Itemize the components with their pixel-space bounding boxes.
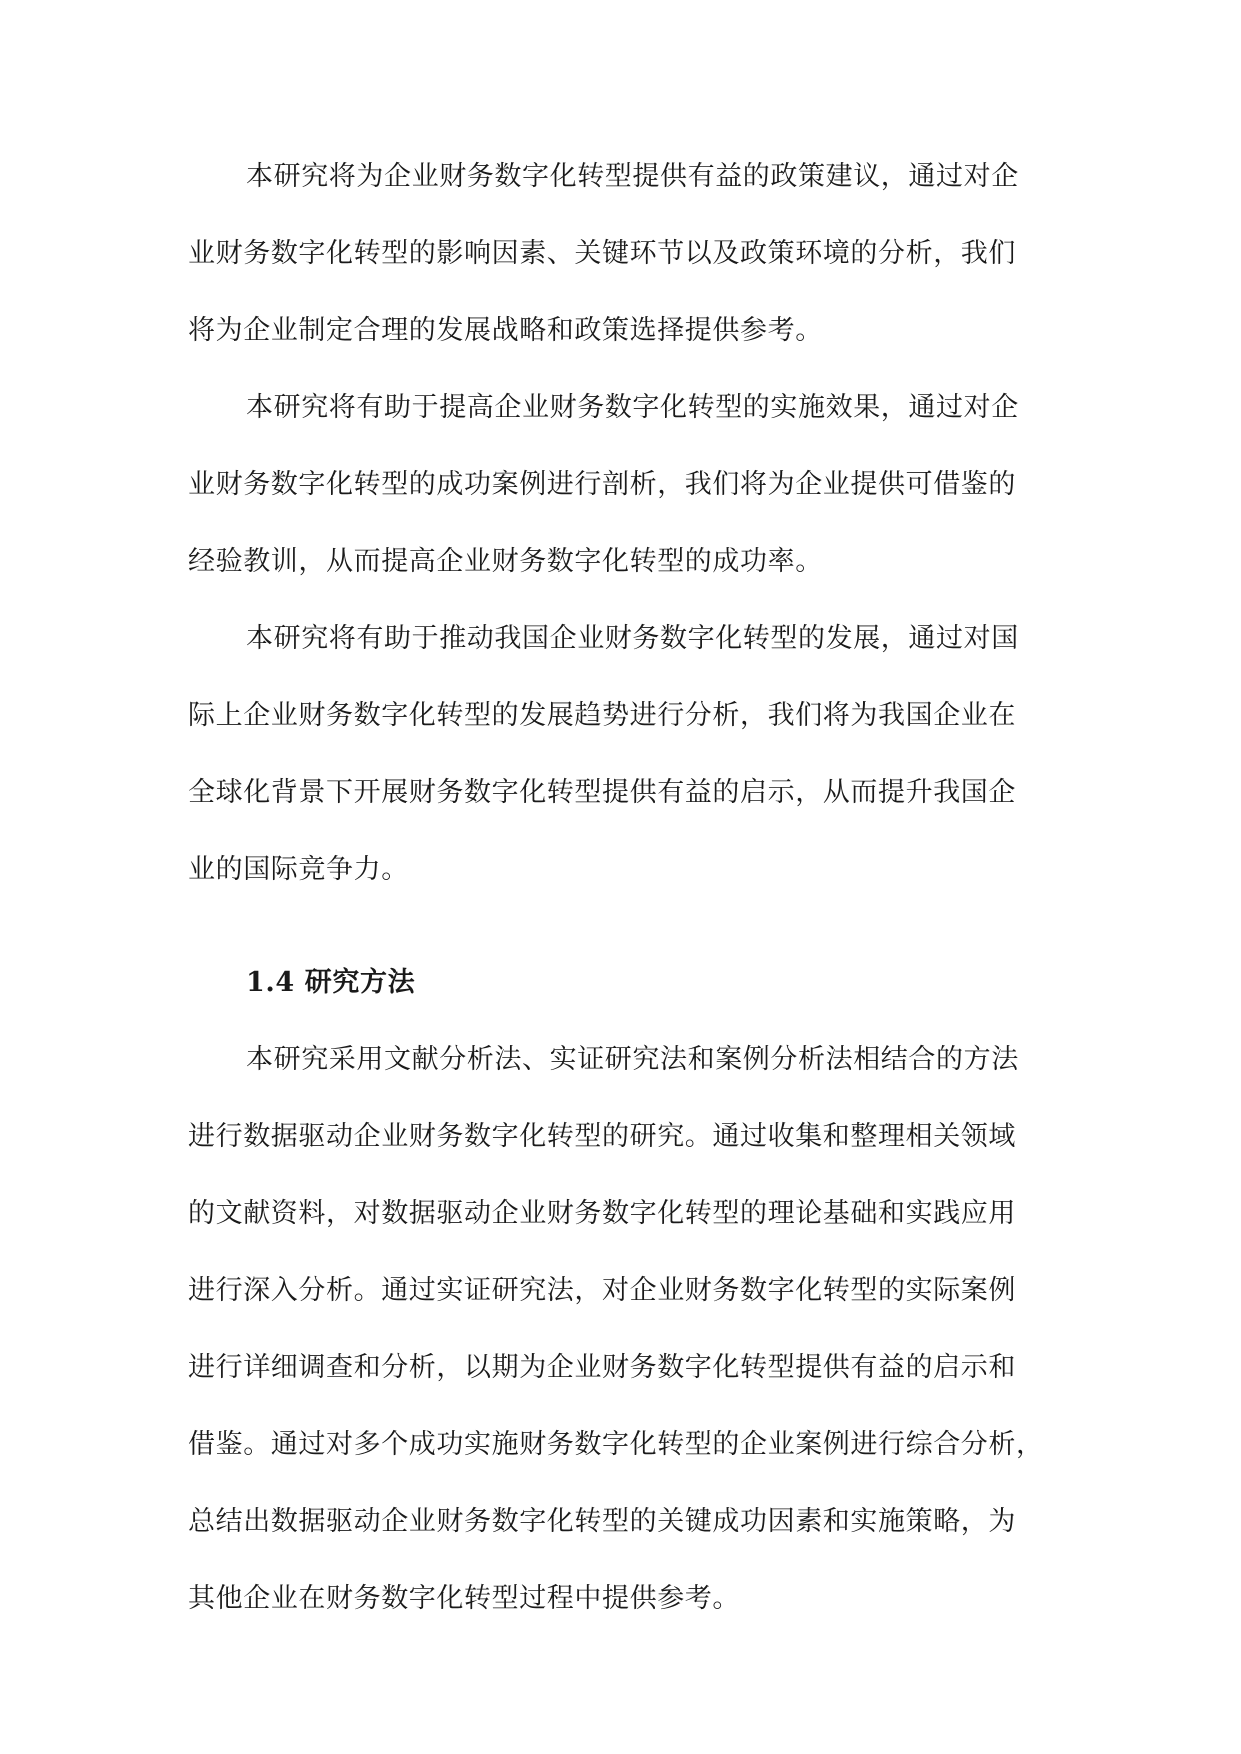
paragraph-line: 际上企业财务数字化转型的发展趋势进行分析，我们将为我国企业在 <box>188 700 1016 731</box>
paragraph-line: 总结出数据驱动企业财务数字化转型的关键成功因素和实施策略，为 <box>188 1506 1016 1537</box>
paragraph-line: 业财务数字化转型的成功案例进行剖析，我们将为企业提供可借鉴的 <box>188 469 1016 500</box>
paragraph-line: 进行详细调查和分析，以期为企业财务数字化转型提供有益的启示和 <box>188 1352 1016 1383</box>
paragraph-policy-suggestions <box>188 138 1068 369</box>
paragraph-line: 经验教训，从而提高企业财务数字化转型的成功率。 <box>188 546 823 577</box>
paragraph-line: 将为企业制定合理的发展战略和政策选择提供参考。 <box>188 315 823 346</box>
paragraph-line: 其他企业在财务数字化转型过程中提供参考。 <box>188 1583 740 1614</box>
paragraph-line: 的文献资料，对数据驱动企业财务数字化转型的理论基础和实践应用 <box>188 1198 1016 1229</box>
paragraph-line: 全球化背景下开展财务数字化转型提供有益的启示，从而提升我国企 <box>188 777 1016 808</box>
paragraph-international-development <box>188 600 1068 908</box>
paragraph-line: 业财务数字化转型的影响因素、关键环节以及政策环境的分析，我们 <box>188 238 1016 269</box>
paragraph-research-methods <box>188 1021 1068 1637</box>
document-body <box>188 138 1068 1637</box>
paragraph-line: 进行深入分析。通过实证研究法，对企业财务数字化转型的实际案例 <box>188 1275 1016 1306</box>
paragraph-line: 业的国际竞争力。 <box>188 854 409 885</box>
paragraph-implementation-effect <box>188 369 1068 600</box>
paragraph-line: 借鉴。通过对多个成功实施财务数字化转型的企业案例进行综合分析， <box>188 1429 1044 1460</box>
paragraph-line: 本研究将有助于提高企业财务数字化转型的实施效果，通过对企 <box>246 392 1019 423</box>
paragraph-line: 本研究采用文献分析法、实证研究法和案例分析法相结合的方法 <box>246 1044 1019 1075</box>
paragraph-line: 进行数据驱动企业财务数字化转型的研究。通过收集和整理相关领域 <box>188 1121 1016 1152</box>
paragraph-line: 本研究将有助于推动我国企业财务数字化转型的发展，通过对国 <box>246 623 1019 654</box>
section-heading: 1.4 研究方法 <box>246 967 416 998</box>
paragraph-line: 本研究将为企业财务数字化转型提供有益的政策建议，通过对企 <box>246 161 1019 192</box>
